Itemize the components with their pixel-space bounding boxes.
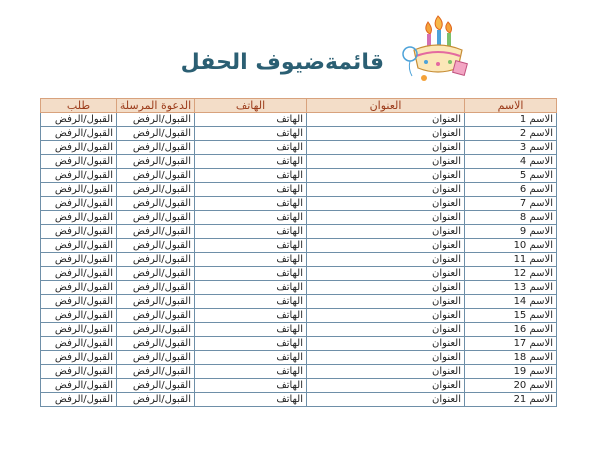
request-cell[interactable]: القبول/الرفض [41, 281, 117, 295]
phone-cell[interactable]: الهاتف [195, 379, 307, 393]
address-cell[interactable]: العنوان [307, 183, 465, 197]
address-cell[interactable]: العنوان [307, 197, 465, 211]
request-cell[interactable]: القبول/الرفض [41, 183, 117, 197]
address-cell[interactable]: العنوان [307, 141, 465, 155]
table-row [41, 127, 557, 141]
guest-name-cell[interactable]: الاسم 12 [465, 267, 557, 281]
invitation-sent-cell[interactable]: القبول/الرفض [117, 365, 195, 379]
invitation-sent-cell[interactable]: القبول/الرفض [117, 127, 195, 141]
guest-name-cell[interactable]: الاسم 18 [465, 351, 557, 365]
guest-name-cell[interactable]: الاسم 16 [465, 323, 557, 337]
table-row [41, 393, 557, 407]
guest-name-cell[interactable]: الاسم 10 [465, 239, 557, 253]
guest-name-cell[interactable]: الاسم 21 [465, 393, 557, 407]
phone-cell[interactable]: الهاتف [195, 351, 307, 365]
phone-cell[interactable]: الهاتف [195, 127, 307, 141]
table-row [41, 253, 557, 267]
table-row [41, 239, 557, 253]
phone-cell[interactable]: الهاتف [195, 281, 307, 295]
table-row [41, 351, 557, 365]
phone-cell[interactable]: الهاتف [195, 253, 307, 267]
guest-name-cell[interactable]: الاسم 8 [465, 211, 557, 225]
phone-cell[interactable]: الهاتف [195, 211, 307, 225]
phone-cell[interactable]: الهاتف [195, 337, 307, 351]
request-cell[interactable]: القبول/الرفض [41, 295, 117, 309]
column-header-phone: الهاتف [195, 99, 307, 113]
address-cell[interactable]: العنوان [307, 365, 465, 379]
request-cell[interactable]: القبول/الرفض [41, 127, 117, 141]
guest-name-cell[interactable]: الاسم 20 [465, 379, 557, 393]
address-cell[interactable]: العنوان [307, 211, 465, 225]
table-header-row [41, 99, 557, 113]
address-cell[interactable]: العنوان [307, 295, 465, 309]
guest-name-cell[interactable]: الاسم 19 [465, 365, 557, 379]
guest-name-cell[interactable]: الاسم 1 [465, 113, 557, 127]
guest-name-cell[interactable]: الاسم 13 [465, 281, 557, 295]
request-cell[interactable]: القبول/الرفض [41, 309, 117, 323]
request-cell[interactable]: القبول/الرفض [41, 253, 117, 267]
guest-name-cell[interactable]: الاسم 15 [465, 309, 557, 323]
invitation-sent-cell[interactable]: القبول/الرفض [117, 393, 195, 407]
address-cell[interactable]: العنوان [307, 239, 465, 253]
table-row [41, 337, 557, 351]
invitation-sent-cell[interactable]: القبول/الرفض [117, 211, 195, 225]
request-cell[interactable]: القبول/الرفض [41, 239, 117, 253]
guest-name-cell[interactable]: الاسم 4 [465, 155, 557, 169]
table-row [41, 295, 557, 309]
request-cell[interactable]: القبول/الرفض [41, 113, 117, 127]
table-row [41, 365, 557, 379]
address-cell[interactable]: العنوان [307, 351, 465, 365]
table-row [41, 281, 557, 295]
table-row [41, 323, 557, 337]
table-row [41, 267, 557, 281]
address-cell[interactable]: العنوان [307, 309, 465, 323]
request-cell[interactable]: القبول/الرفض [41, 197, 117, 211]
phone-cell[interactable]: الهاتف [195, 141, 307, 155]
guest-name-cell[interactable]: الاسم 14 [465, 295, 557, 309]
column-header-address: العنوان [307, 99, 465, 113]
guest-name-cell[interactable]: الاسم 6 [465, 183, 557, 197]
table-row [41, 183, 557, 197]
invitation-sent-cell[interactable]: القبول/الرفض [117, 183, 195, 197]
phone-cell[interactable]: الهاتف [195, 267, 307, 281]
address-cell[interactable]: العنوان [307, 337, 465, 351]
column-header-invitation-sent: الدعوة المرسلة [117, 99, 195, 113]
phone-cell[interactable]: الهاتف [195, 183, 307, 197]
address-cell[interactable]: العنوان [307, 267, 465, 281]
invitation-sent-cell[interactable]: القبول/الرفض [117, 379, 195, 393]
phone-cell[interactable]: الهاتف [195, 225, 307, 239]
phone-cell[interactable]: الهاتف [195, 295, 307, 309]
address-cell[interactable]: العنوان [307, 113, 465, 127]
guest-name-cell[interactable]: الاسم 5 [465, 169, 557, 183]
request-cell[interactable]: القبول/الرفض [41, 169, 117, 183]
guest-name-cell[interactable]: الاسم 17 [465, 337, 557, 351]
invitation-sent-cell[interactable]: القبول/الرفض [117, 141, 195, 155]
invitation-sent-cell[interactable]: القبول/الرفض [117, 169, 195, 183]
address-cell[interactable]: العنوان [307, 253, 465, 267]
request-cell[interactable]: القبول/الرفض [41, 155, 117, 169]
request-cell[interactable]: القبول/الرفض [41, 323, 117, 337]
table-row [41, 379, 557, 393]
guest-name-cell[interactable]: الاسم 2 [465, 127, 557, 141]
invitation-sent-cell[interactable]: القبول/الرفض [117, 197, 195, 211]
address-cell[interactable]: العنوان [307, 323, 465, 337]
invitation-sent-cell[interactable]: القبول/الرفض [117, 253, 195, 267]
page-title: قائمةضيوف الحفل [180, 50, 384, 75]
table-row [41, 169, 557, 183]
address-cell[interactable]: العنوان [307, 281, 465, 295]
invitation-sent-cell[interactable]: القبول/الرفض [117, 239, 195, 253]
table-row [41, 225, 557, 239]
phone-cell[interactable]: الهاتف [195, 169, 307, 183]
table-row [41, 155, 557, 169]
guest-list-table [40, 98, 557, 407]
address-cell[interactable]: العنوان [307, 127, 465, 141]
request-cell[interactable]: القبول/الرفض [41, 393, 117, 407]
invitation-sent-cell[interactable]: القبول/الرفض [117, 309, 195, 323]
request-cell[interactable]: القبول/الرفض [41, 141, 117, 155]
guest-name-cell[interactable]: الاسم 3 [465, 141, 557, 155]
guest-name-cell[interactable]: الاسم 9 [465, 225, 557, 239]
phone-cell[interactable]: الهاتف [195, 323, 307, 337]
table-row [41, 211, 557, 225]
invitation-sent-cell[interactable]: القبول/الرفض [117, 113, 195, 127]
phone-cell[interactable]: الهاتف [195, 365, 307, 379]
request-cell[interactable]: القبول/الرفض [41, 211, 117, 225]
request-cell[interactable]: القبول/الرفض [41, 365, 117, 379]
address-cell[interactable]: العنوان [307, 155, 465, 169]
invitation-sent-cell[interactable]: القبول/الرفض [117, 337, 195, 351]
guest-name-cell[interactable]: الاسم 11 [465, 253, 557, 267]
request-cell[interactable]: القبول/الرفض [41, 267, 117, 281]
table-row [41, 309, 557, 323]
invitation-sent-cell[interactable]: القبول/الرفض [117, 267, 195, 281]
phone-cell[interactable]: الهاتف [195, 309, 307, 323]
address-cell[interactable]: العنوان [307, 393, 465, 407]
guest-name-cell[interactable]: الاسم 7 [465, 197, 557, 211]
table-row [41, 141, 557, 155]
request-cell[interactable]: القبول/الرفض [41, 225, 117, 239]
invitation-sent-cell[interactable]: القبول/الرفض [117, 281, 195, 295]
request-cell[interactable]: القبول/الرفض [41, 379, 117, 393]
invitation-sent-cell[interactable]: القبول/الرفض [117, 295, 195, 309]
address-cell[interactable]: العنوان [307, 225, 465, 239]
address-cell[interactable]: العنوان [307, 379, 465, 393]
phone-cell[interactable]: الهاتف [195, 155, 307, 169]
request-cell[interactable]: القبول/الرفض [41, 351, 117, 365]
table-body [41, 113, 557, 407]
column-header-request: طلب [41, 99, 117, 113]
party-cake-icon [400, 14, 470, 84]
invitation-sent-cell[interactable]: القبول/الرفض [117, 155, 195, 169]
address-cell[interactable]: العنوان [307, 169, 465, 183]
request-cell[interactable]: القبول/الرفض [41, 337, 117, 351]
column-header-name: الاسم [465, 99, 557, 113]
table-row [41, 113, 557, 127]
invitation-sent-cell[interactable]: القبول/الرفض [117, 323, 195, 337]
phone-cell[interactable]: الهاتف [195, 393, 307, 407]
invitation-sent-cell[interactable]: القبول/الرفض [117, 225, 195, 239]
phone-cell[interactable]: الهاتف [195, 239, 307, 253]
table-row [41, 197, 557, 211]
phone-cell[interactable]: الهاتف [195, 197, 307, 211]
document-header [0, 0, 600, 96]
phone-cell[interactable]: الهاتف [195, 113, 307, 127]
invitation-sent-cell[interactable]: القبول/الرفض [117, 351, 195, 365]
